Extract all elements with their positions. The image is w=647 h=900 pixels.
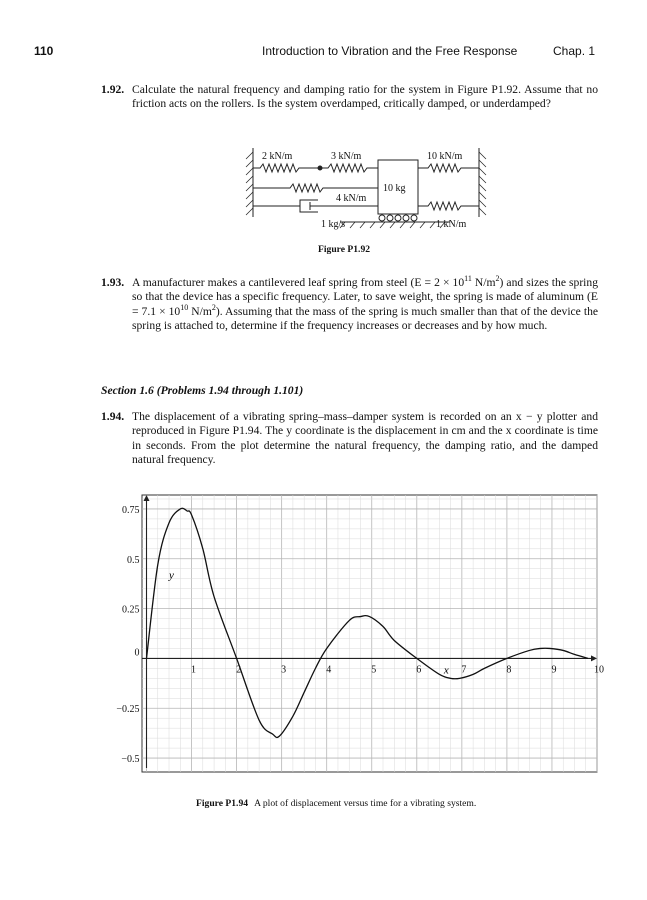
series — [147, 508, 588, 737]
problem-text: The displacement of a vibrating spring–mass–damper system is recorded on an x − y plotter and reproduced in Figure P1.94. The y coordinate is the displacement in cm and the x coordinate is time in seconds. From the plot determine the natural frequency, the damping ratio, and the damped natural frequency. — [132, 410, 598, 467]
ticks — [116, 505, 604, 765]
label-3-kn-m: 3 kN/m — [331, 151, 362, 162]
problem-text: Calculate the natural frequency and damping ratio for the system in Figure P1.92. Assume that no friction acts on the rollers. Is the system overdamped, critically damped, or underdamped? — [132, 83, 598, 111]
x-tick-label: 8 — [506, 664, 512, 676]
chapter-label: Chap. 1 — [553, 44, 596, 58]
figure-p1-94-chart — [0, 490, 647, 790]
x-tick-label: 4 — [326, 664, 332, 676]
exponent: 2 — [495, 274, 500, 284]
x-tick-label: 3 — [281, 664, 287, 676]
figure-p1-94-caption — [196, 798, 476, 809]
plot-frame — [142, 495, 597, 772]
problem-number: 1.93. — [101, 276, 125, 289]
x-tick-label: 6 — [416, 664, 422, 676]
text-part: ). Assuming that the mass of the spring is much smaller than that of the device the spring is attached to, determine if the frequency increases or decreases and by how much. — [132, 304, 599, 333]
y-tick-label: −0.25 — [116, 704, 140, 716]
exponent: 11 — [464, 274, 472, 284]
y-tick-label: 0 — [134, 647, 140, 659]
series-line-displacement — [147, 508, 588, 737]
x-tick-label: 5 — [371, 664, 377, 676]
caption-text: A plot of displacement versus time for a vibrating system. — [254, 798, 477, 809]
caption-label: Figure P1.94 — [196, 798, 249, 809]
problem-number: 1.92. — [101, 83, 125, 96]
text-part: A manufacturer makes a cantilevered leaf spring from steel (E = 2 × 10 — [132, 276, 465, 289]
x-axis-arrow — [591, 655, 597, 661]
problem-1-94 — [101, 410, 598, 468]
y-tick-label: 0.5 — [127, 554, 140, 566]
label-mass: 10 kg — [383, 183, 406, 194]
text-part: ) and sizes the spring so that the device has a specific frequency. Later, to save weight, the spring is made of aluminum (E = 7.1 × 10 — [132, 276, 598, 318]
y-tick-label: 0.75 — [122, 504, 140, 516]
figure-p1-92-caption: Figure P1.92 — [318, 244, 371, 255]
label-4-kn-m: 4 kN/m — [336, 193, 367, 204]
running-title: Introduction to Vibration and the Free Response — [262, 44, 518, 58]
grid — [142, 495, 597, 772]
problem-text — [132, 276, 598, 334]
x-tick-label: 10 — [594, 664, 604, 676]
section-heading: Section 1.6 (Problems 1.94 through 1.101) — [101, 384, 304, 397]
problem-number: 1.94. — [101, 410, 125, 423]
page-number: 110 — [34, 44, 54, 58]
y-axis-arrow — [144, 495, 150, 501]
x-tick-label: 7 — [461, 664, 467, 676]
problem-1-93 — [101, 276, 598, 334]
y-tick-label: 0.25 — [122, 604, 140, 616]
exponent: 10 — [180, 302, 189, 312]
text-part: N/m — [471, 276, 496, 289]
label-damper: 1 kg/s — [321, 219, 346, 230]
text-part: N/m — [188, 304, 212, 318]
x-tick-label: 1 — [191, 664, 197, 676]
problem-1-92 — [101, 83, 598, 112]
label-1-kn-m: 1 kN/m — [436, 219, 467, 230]
label-10-kn-m: 10 kN/m — [427, 151, 463, 162]
y-axis-label: y — [169, 569, 174, 582]
x-tick-label: 9 — [551, 664, 557, 676]
y-tick-label: −0.5 — [121, 754, 140, 766]
exponent: 2 — [211, 302, 216, 312]
label-2-kn-m: 2 kN/m — [262, 151, 293, 162]
x-axis-label: x — [443, 664, 449, 677]
x-tick-label: 2 — [236, 664, 242, 676]
axes — [142, 495, 597, 768]
